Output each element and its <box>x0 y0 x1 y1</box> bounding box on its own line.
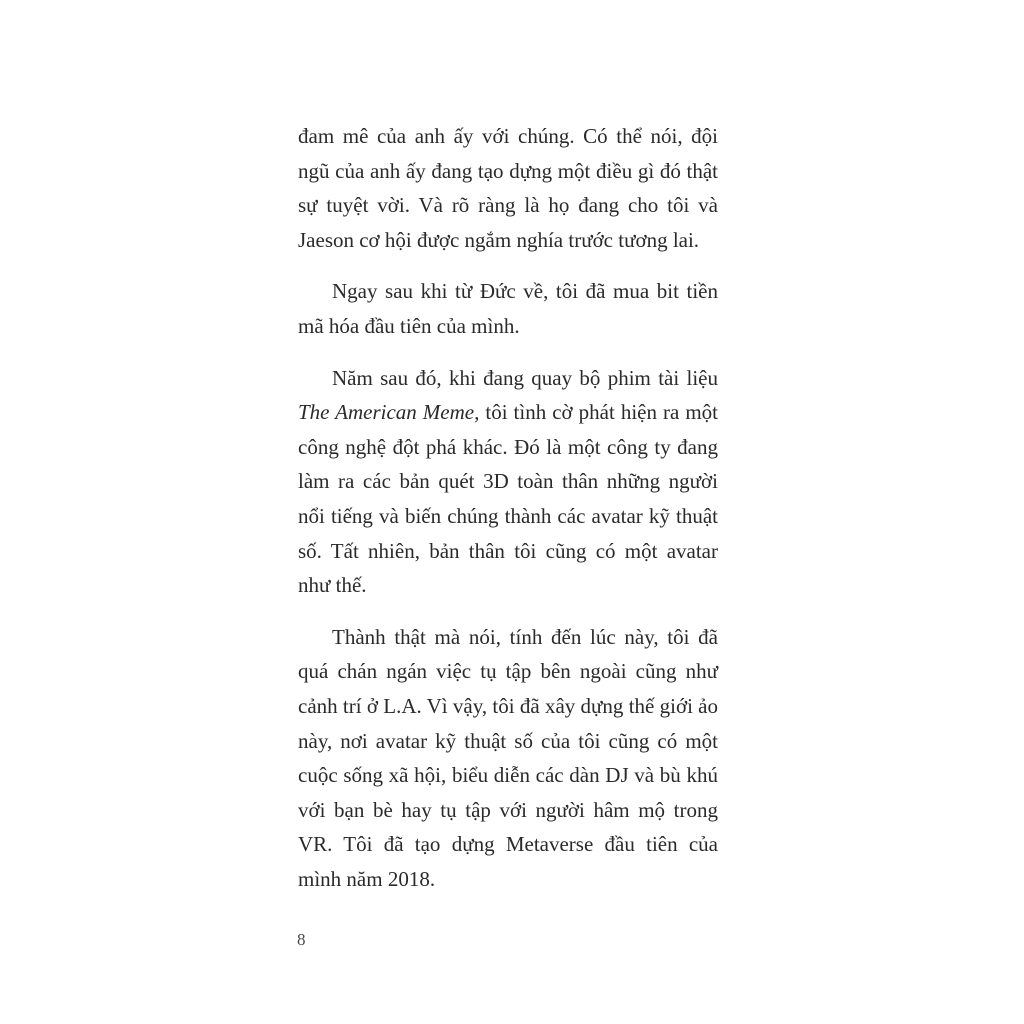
paragraph-2: Ngay sau khi từ Đức về, tôi đã mua bit tiền mã hóa đầu tiên của mình. <box>298 279 718 338</box>
body-text <box>298 119 718 913</box>
paragraph-1: đam mê của anh ấy với chúng. Có thể nói, đội ngũ của anh ấy đang tạo dựng một điều gì đó thật sự tuyệt vời. Và rõ ràng là họ đang cho tôi và Jaeson cơ hội được ngắm nghía trước tương lai. <box>298 124 718 252</box>
page-number: 8 <box>297 930 306 949</box>
film-title: The American Meme, <box>298 400 480 425</box>
paragraph-4: Thành thật mà nói, tính đến lúc này, tôi đã quá chán ngán việc tụ tập bên ngoài cũng như cảnh trí ở L.A. Vì vậy, tôi đã xây dựng thế giới ảo này, nơi avatar kỹ thuật số của tôi cũng có một cuộc sống xã hội, biểu diễn các dàn DJ và bù khú với bạn bè hay tụ tập với người hâm mộ trong VR. Tôi đã tạo dựng Metaverse đầu tiên của mình năm 2018. <box>298 624 718 891</box>
paragraph-3-rest: tôi tình cờ phát hiện ra một công nghệ đột phá khác. Đó là một công ty đang làm ra các bản quét 3D toàn thân những người nổi tiếng và biến chúng thành các avatar kỹ thuật số. Tất nhiên, bản thân tôi cũng có một avatar như thế. <box>298 400 718 598</box>
paragraph-3-lead: Năm sau đó, khi đang quay bộ phim tài liệu <box>332 365 718 390</box>
paragraph-3 <box>298 361 718 603</box>
